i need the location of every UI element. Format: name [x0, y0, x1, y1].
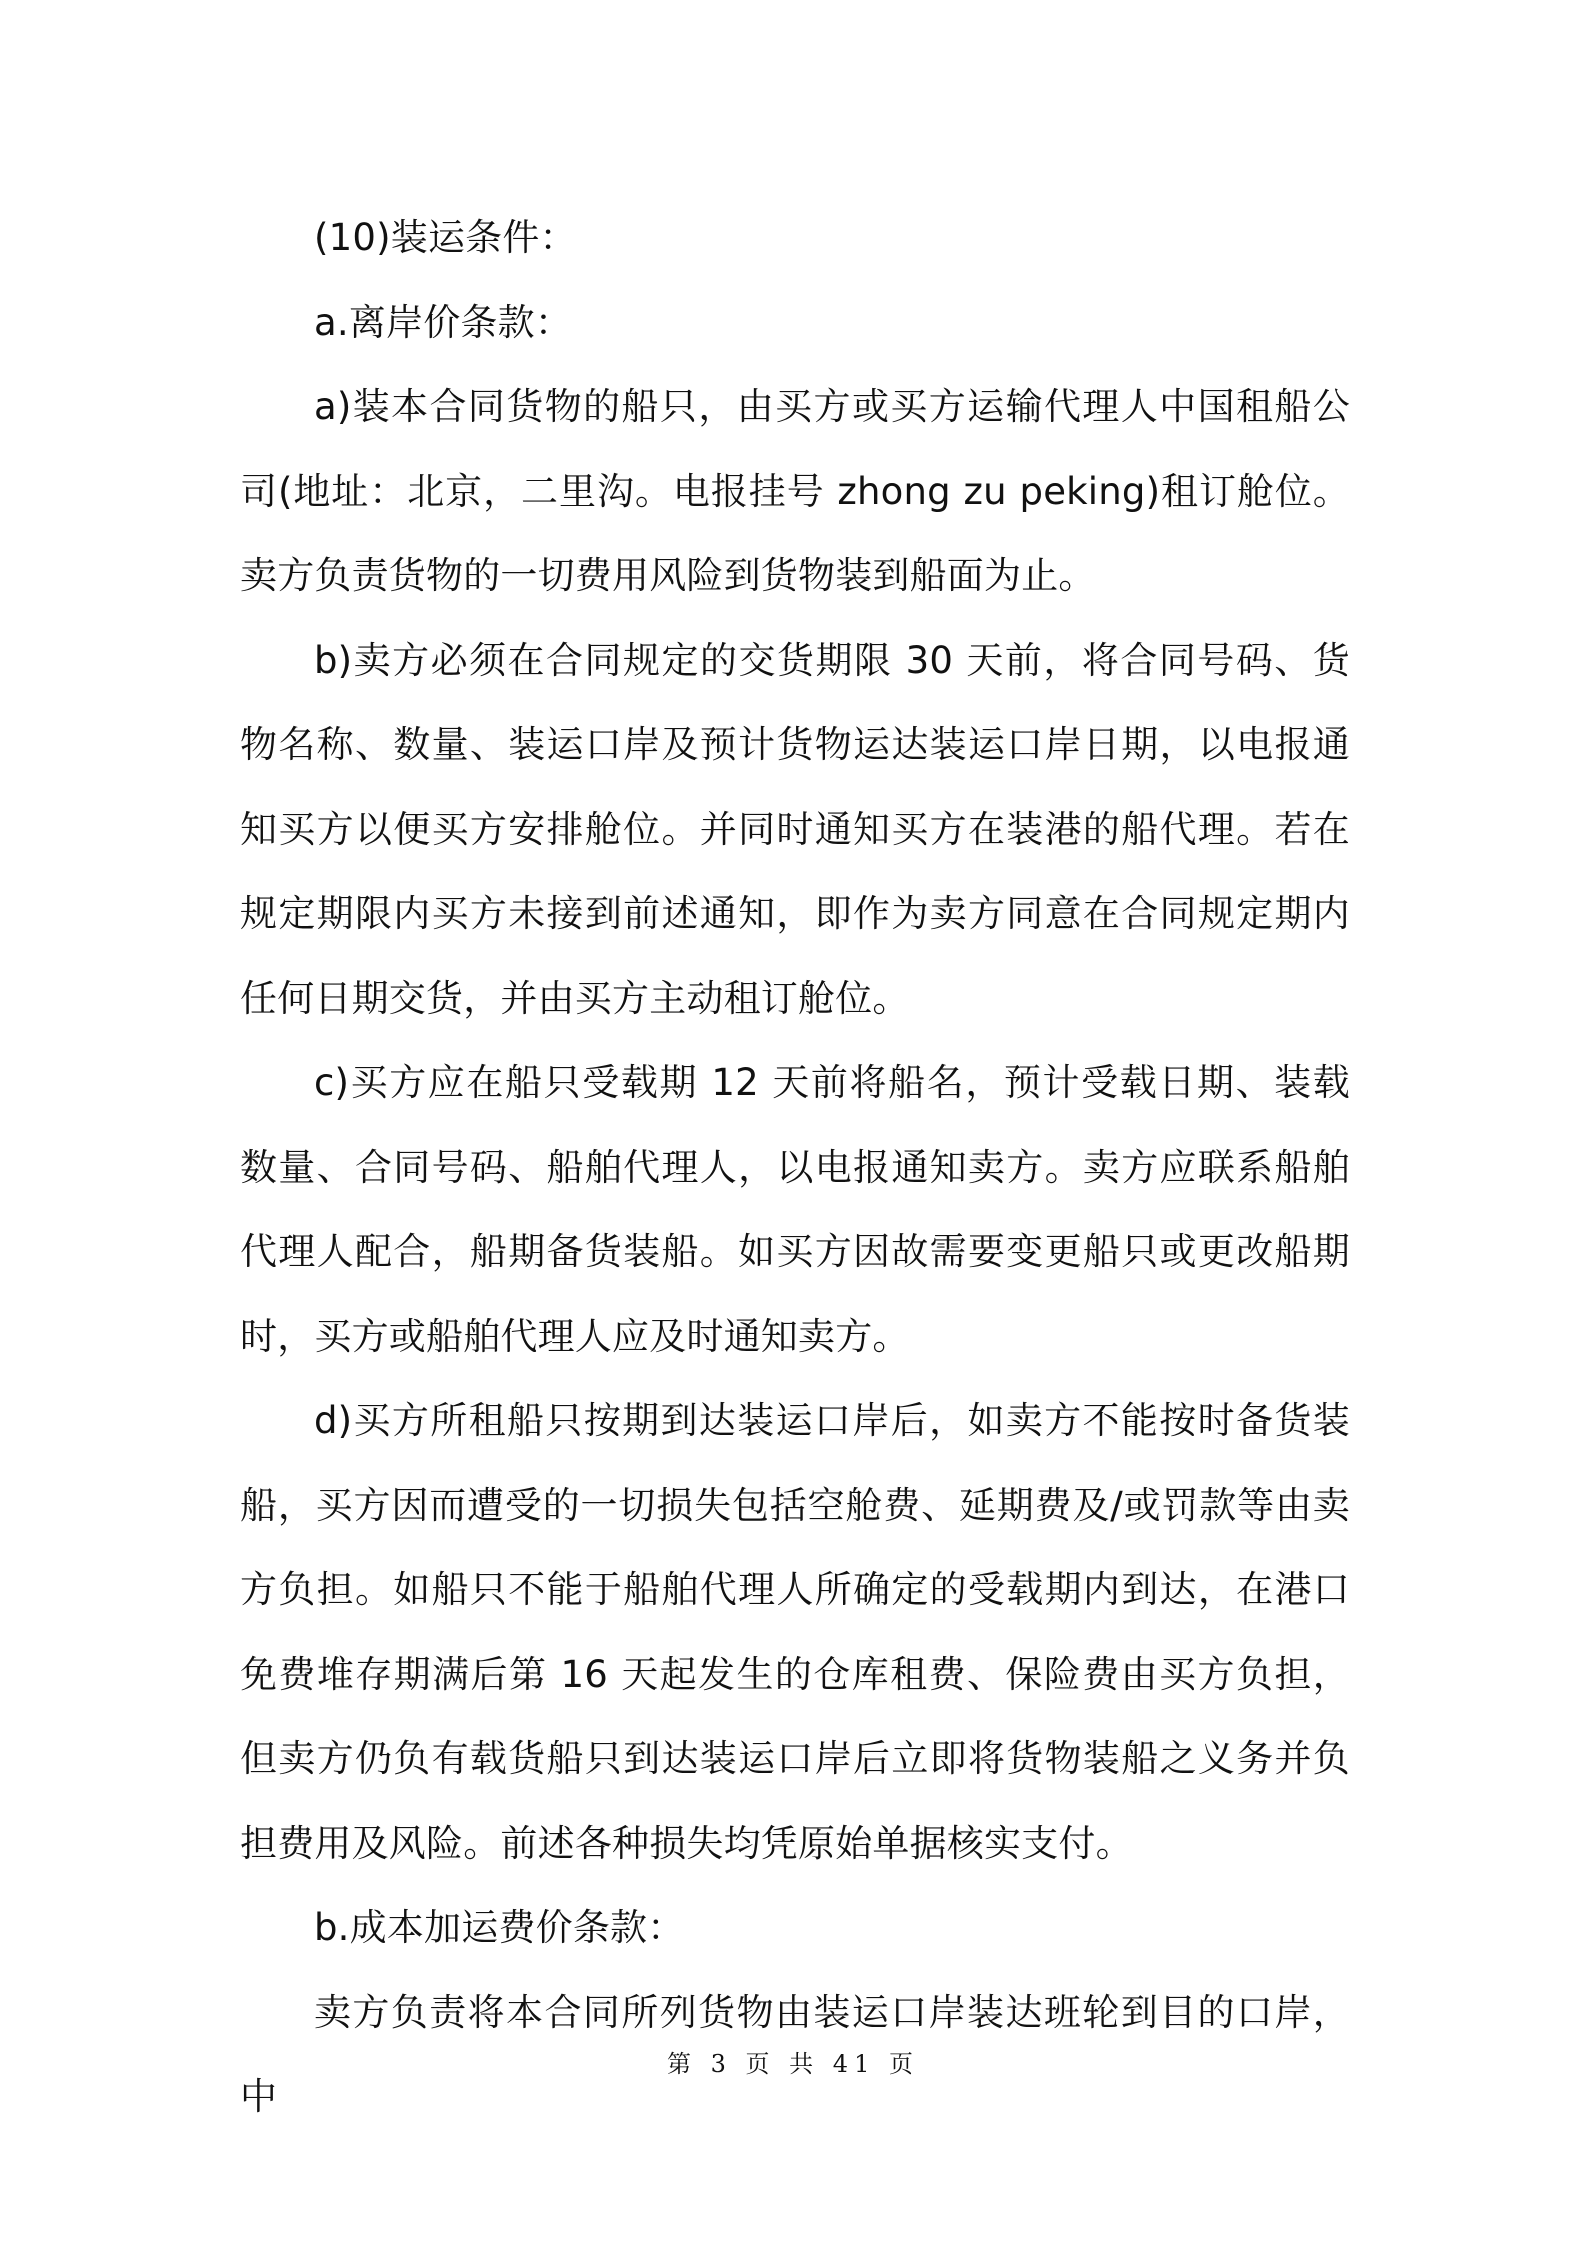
paragraph: d)买方所租船只按期到达装运口岸后，如卖方不能按时备货装船，买方因而遭受的一切损失包括空舱费、延期费及/或罚款等由卖方负担。如船只不能于船舶代理人所确定的受载期内到达，在港口免费堆存期满后第 16 天起发生的仓库租费、保险费由买方负担，但卖方仍负有载货船只到达装运口岸后立即将货物装船之义务并负担费用及风险。前述各种损失均凭原始单据核实支付。 — [240, 1399, 1350, 1865]
paragraph: c)买方应在船只受载期 12 天前将船名，预计受载日期、装载数量、合同号码、船舶代理人，以电报通知卖方。卖方应联系船舶代理人配合，船期备货装船。如买方因故需要变更船只或更改船期时，买方或船舶代理人应及时通知卖方。 — [240, 1061, 1350, 1358]
paragraph: b)卖方必须在合同规定的交货期限 30 天前，将合同号码、货物名称、数量、装运口岸及预计货物运达装运口岸日期，以电报通知买方以便买方安排舱位。并同时通知买方在装港的船代理。若在规定期限内买方未接到前述通知，即作为卖方同意在合同规定期内任何日期交货，并由买方主动租订舱位。 — [240, 638, 1350, 1020]
subclause-heading: b.成本加运费价条款： — [314, 1906, 685, 1949]
paragraph: a)装本合同货物的船只，由买方或买方运输代理人中国租船公司(地址：北京，二里沟。电报挂号 zhong zu peking)租订舱位。卖方负责货物的一切费用风险到货物装到船面为止。 — [240, 385, 1350, 597]
document-body — [240, 196, 1350, 2140]
paragraph: 卖方负责将本合同所列货物由装运口岸装达班轮到目的口岸，中 — [240, 1990, 1350, 2118]
subclause-heading: a.离岸价条款： — [314, 300, 573, 344]
clause-heading: (10)装运条件： — [314, 216, 577, 259]
page-number-footer: 第 3 页 共 41 页 — [667, 2050, 919, 2078]
